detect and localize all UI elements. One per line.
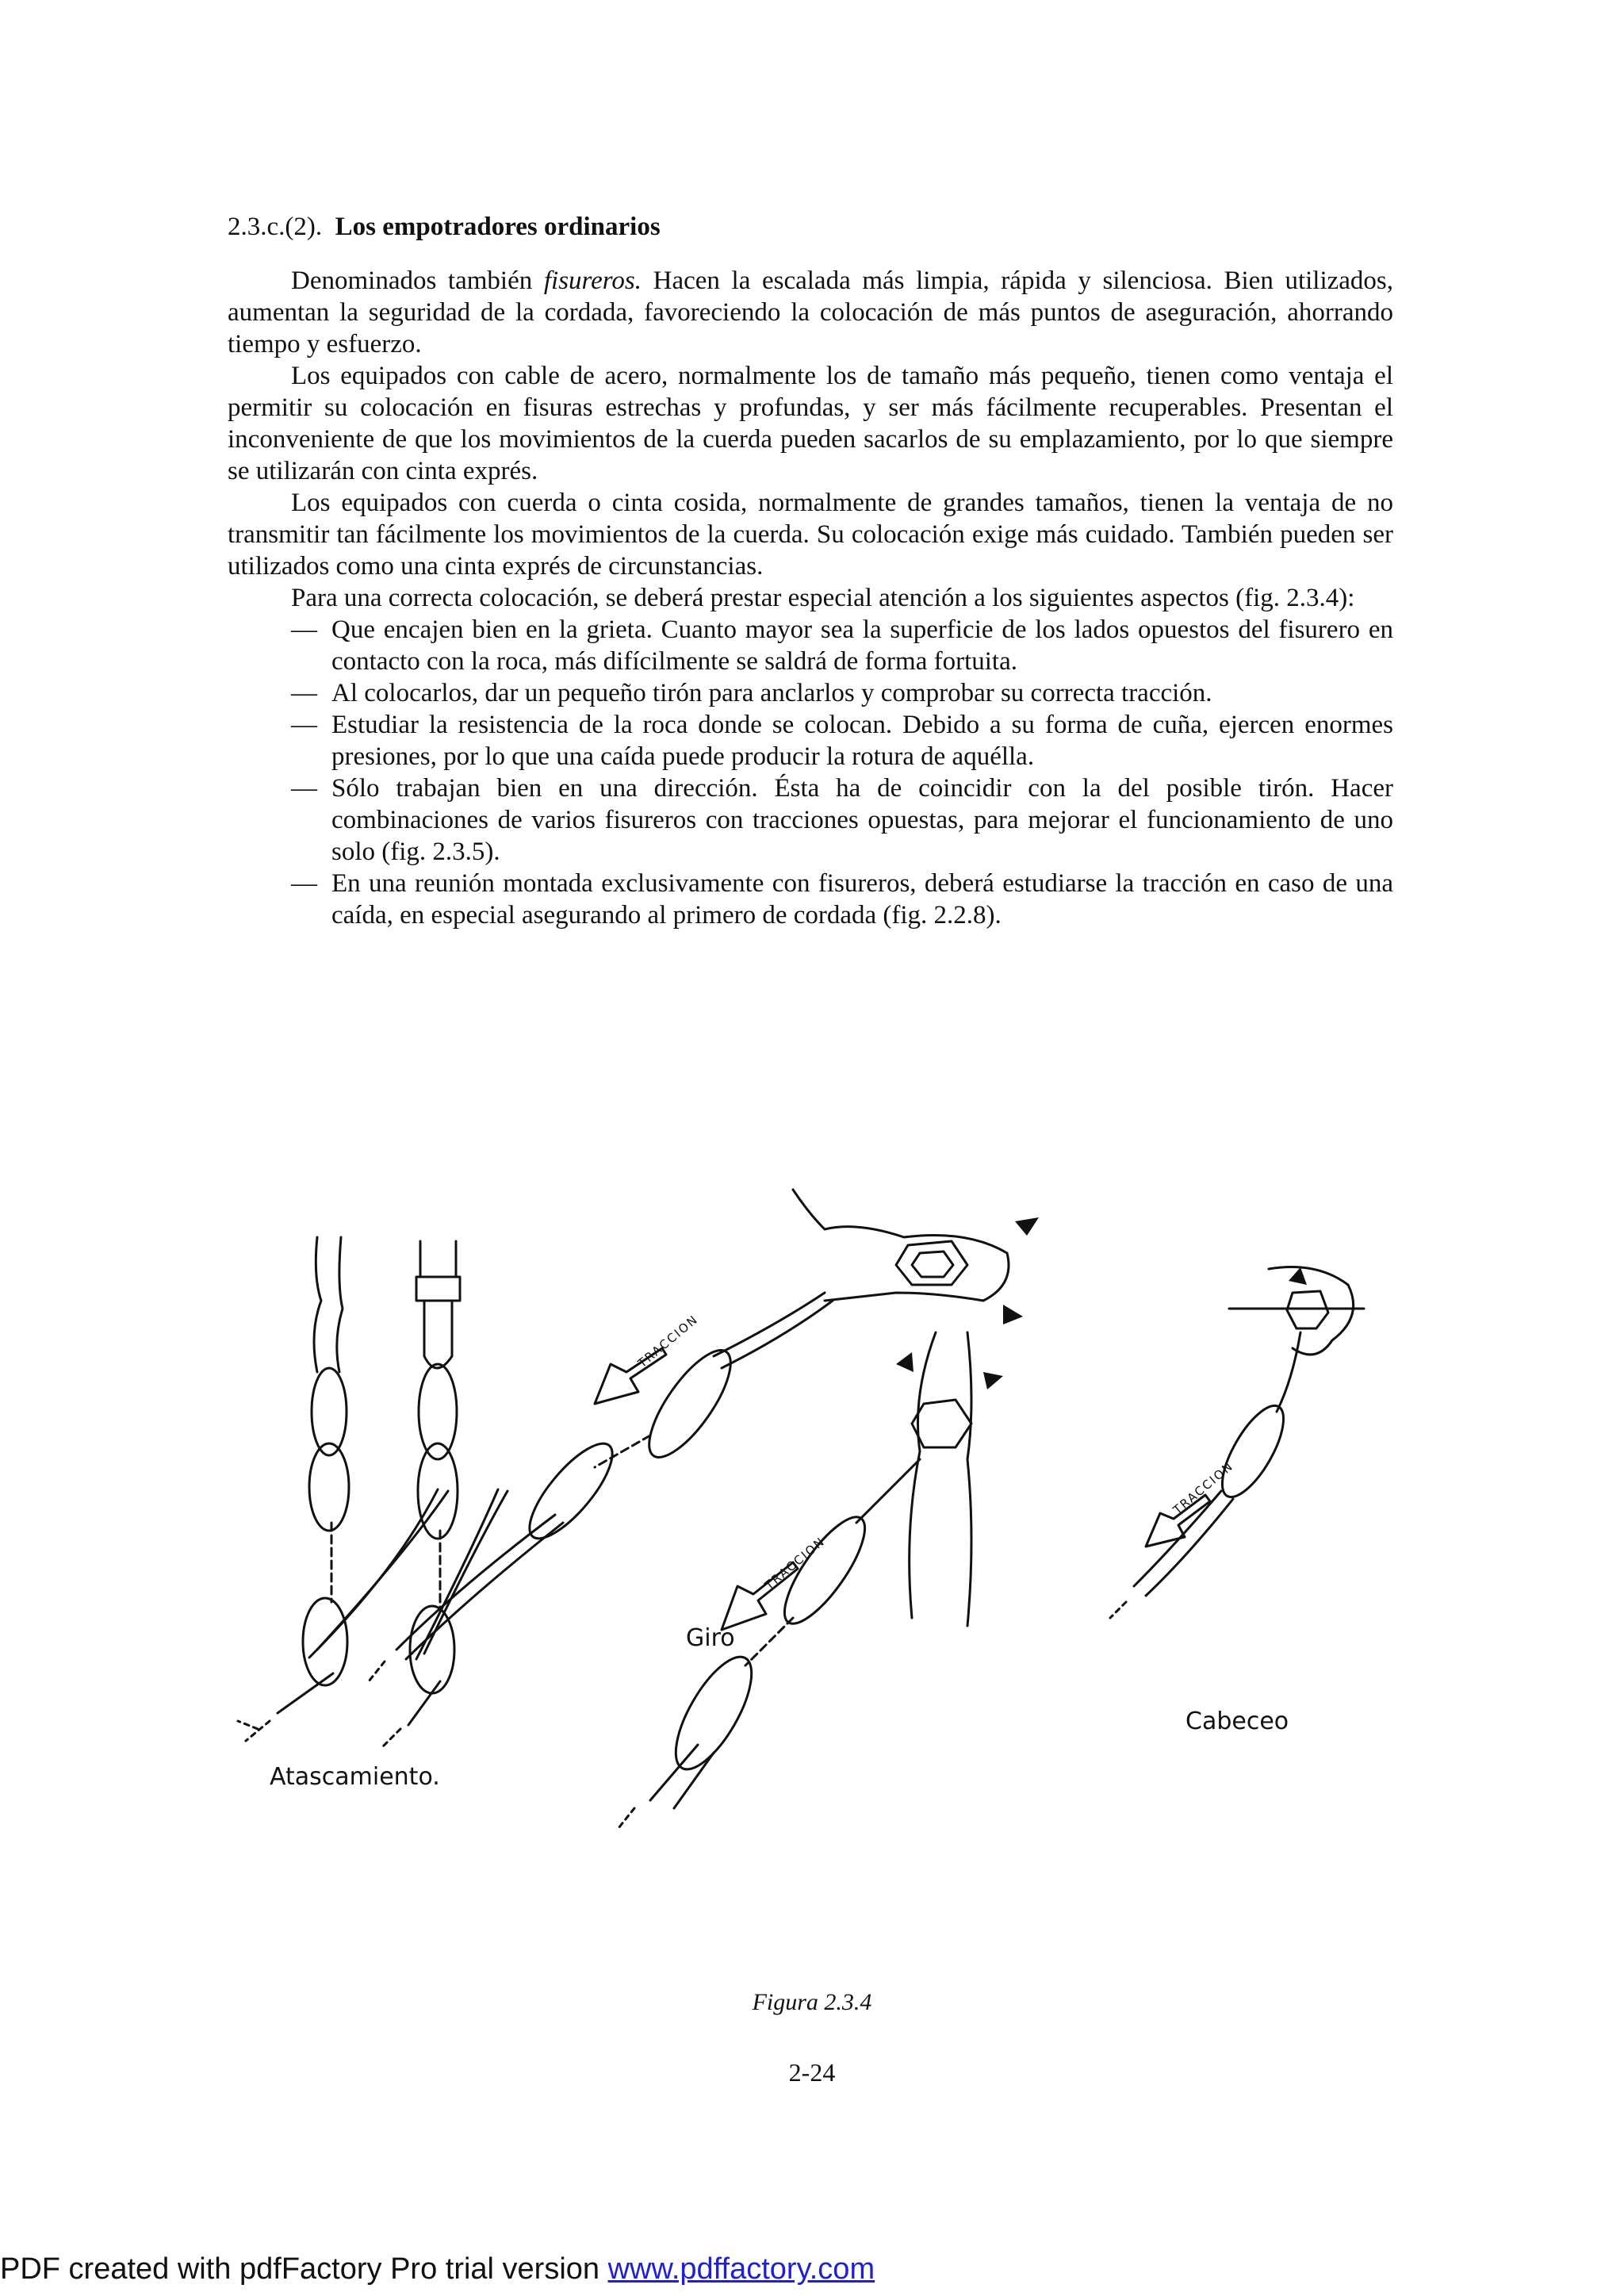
aspects-list	[228, 614, 1393, 931]
body-text	[228, 265, 1393, 931]
italic-term: fisureros.	[543, 266, 642, 295]
traccion-label-2: TRACCION	[762, 1534, 829, 1593]
paragraph-3: Los equipados con cuerda o cinta cosida, normalmente de grandes tamaños, tienen la ventaja de no transmitir tan fácilmente los movimientos de la cuerda. Su colocación exige más cuidado. También pueden ser utilizados como una cinta exprés de circunstancias.	[228, 489, 1393, 581]
list-item: — En una reunión montada exclusivamente con fisureros, deberá estudiarse la tracción en caso de una caída, en especial asegurando al primero de cordada (fig. 2.2.8).	[291, 869, 1393, 930]
list-item: — Que encajen bien en la grieta. Cuanto mayor sea la superficie de los lados opuestos del fisurero en contacto con la roca, más difícilmente se saldrá de forma fortuita.	[291, 615, 1393, 676]
paragraph-2: Los equipados con cable de acero, normalmente los de tamaño más pequeño, tienen como ventaja el permitir su colocación en fisuras estrechas y profundas, y ser más fácilmente recuperables. Presentan el inconveniente de que los movimientos de la cuerda pueden sacarlos de su emplazamiento, por lo que siempre se utilizarán con cinta exprés.	[228, 362, 1393, 485]
atascamiento-label: Atascamiento.	[270, 1763, 440, 1791]
figure-illustration	[222, 1174, 1411, 1888]
section-title: Los empotradores ordinarios	[335, 213, 661, 241]
cabeceo-label: Cabeceo	[1185, 1708, 1289, 1735]
nut-placement-drawing	[222, 1174, 1411, 1888]
giro-illustration	[369, 1190, 1009, 1828]
list-item: — Al colocarlos, dar un pequeño tirón para anclarlos y comprobar su correcta tracción.	[291, 679, 1212, 707]
section-heading	[228, 211, 661, 243]
paragraph-1: Denominados también fisureros. Hacen la escalada más limpia, rápida y silenciosa. Bien utilizados, aumentan la seguridad de la cordada, favoreciendo la colocación de más puntos de aseguración, ahorrando tiempo y esfuerzo.	[228, 266, 1394, 358]
list-item: — Sólo trabajan bien en una dirección. Ésta ha de coincidir con la del posible tirón. Hacer combinaciones de varios fisureros con tracciones opuestas, para mejorar el funcionamiento de uno solo (fig. 2.3.5).	[291, 774, 1393, 866]
paragraph-4: Para una correcta colocación, se deberá prestar especial atención a los siguientes aspectos (fig. 2.3.4):	[291, 584, 1355, 612]
figure-caption: Figura 2.3.4	[752, 1989, 872, 2015]
footer-text: PDF created with pdfFactory Pro trial version	[0, 2252, 608, 2286]
traccion-label-1: TRACCION	[635, 1312, 702, 1371]
page-number: 2-24	[788, 2058, 836, 2087]
footer-link[interactable]: www.pdffactory.com	[607, 2252, 875, 2286]
list-item: — Estudiar la resistencia de la roca donde se colocan. Debido a su forma de cuña, ejercen enormes presiones, por lo que una caída puede producir la rotura de aquélla.	[291, 711, 1393, 771]
cabeceo-illustration	[1110, 1267, 1364, 1619]
traccion-label-3: TRACCION	[1170, 1458, 1237, 1518]
atascamiento-illustration	[238, 1237, 508, 1749]
giro-label: Giro	[686, 1624, 735, 1652]
pdf-footer	[0, 2252, 875, 2286]
section-number: 2.3.c.(2).	[228, 213, 323, 241]
